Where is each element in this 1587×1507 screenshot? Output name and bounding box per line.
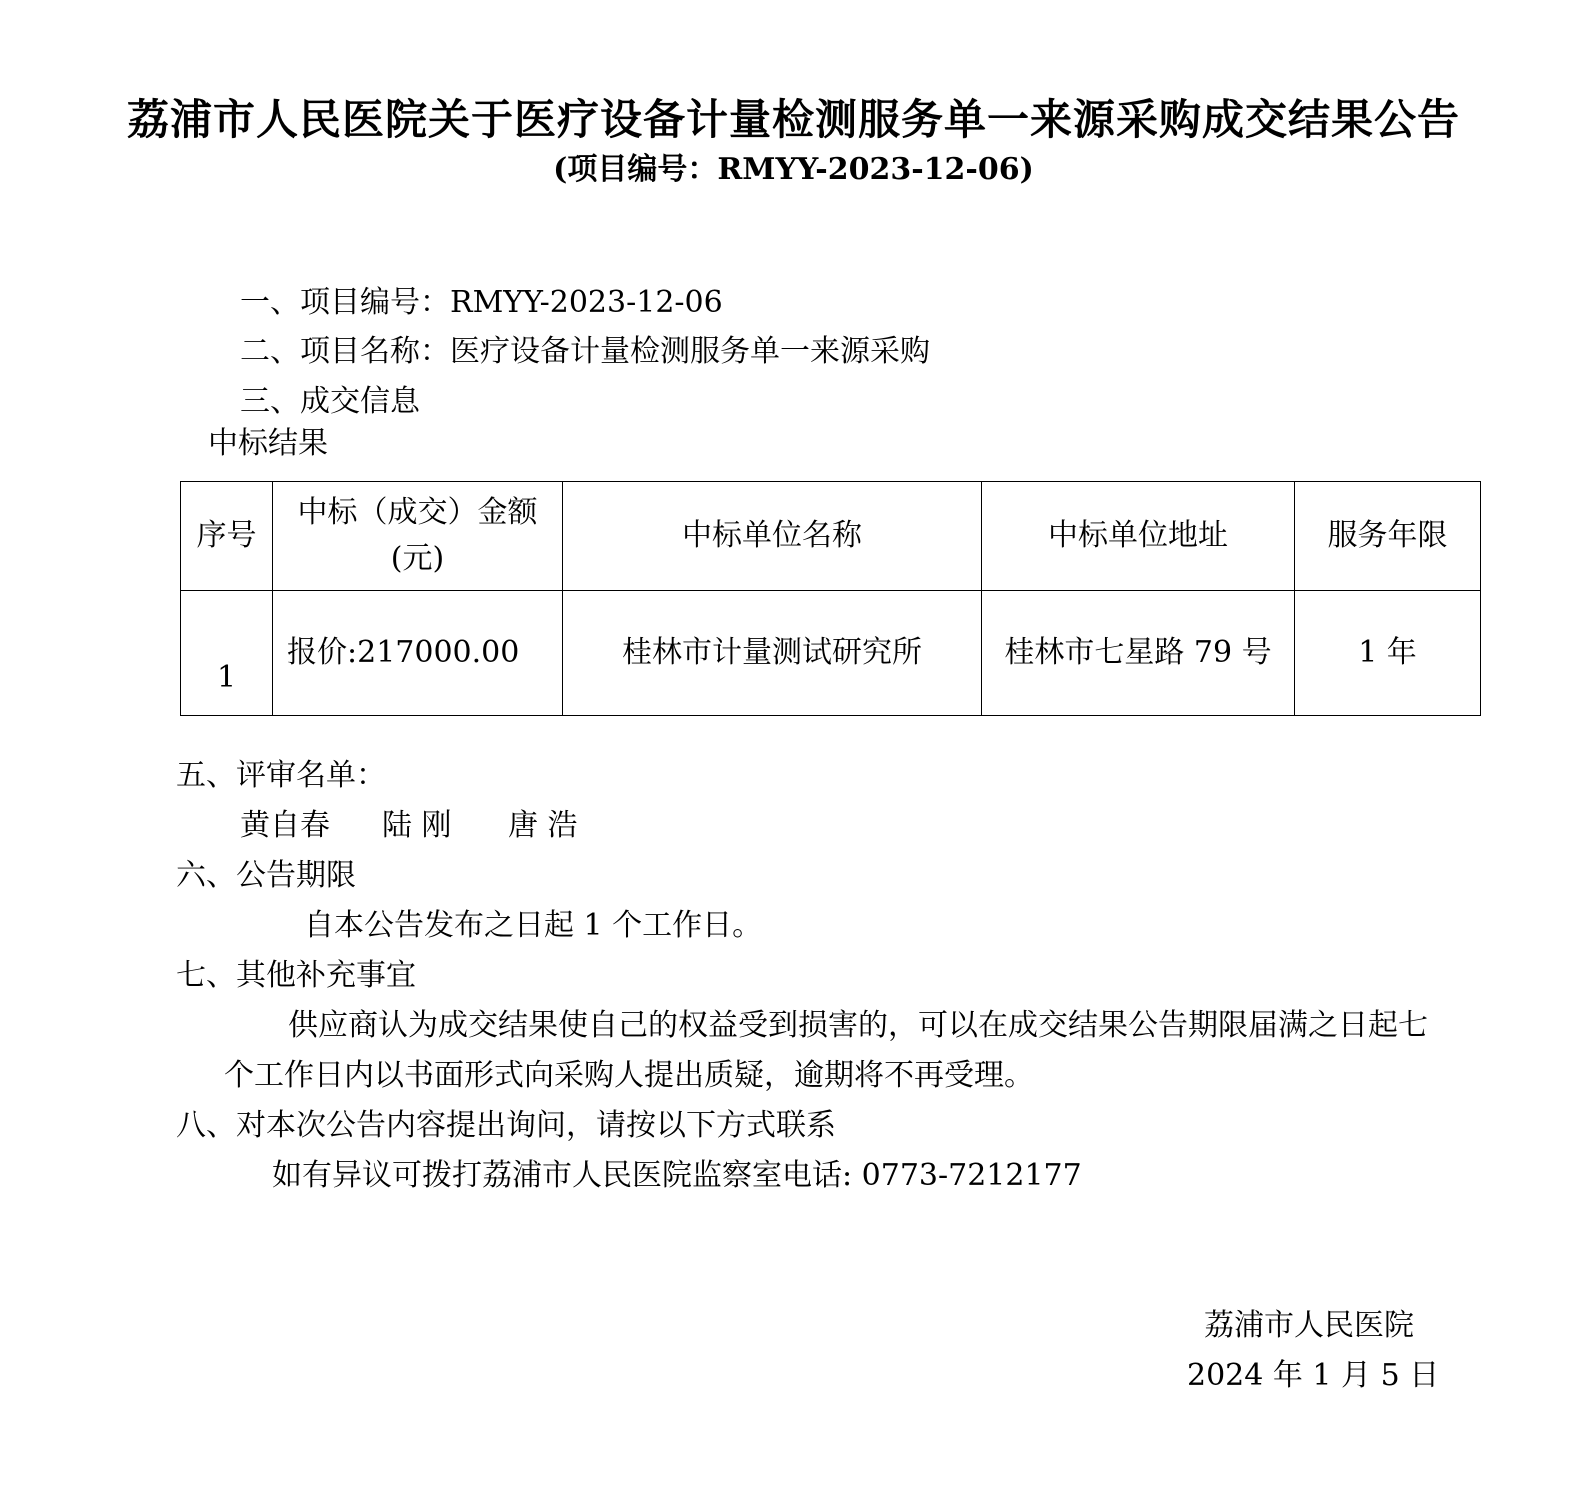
notice-period-text: 自本公告发布之日起 1 个工作日。: [304, 908, 763, 943]
contact-heading: 八、对本次公告内容提出询问，请按以下方式联系: [176, 1108, 836, 1143]
result-heading: 中标结果: [208, 426, 328, 461]
header-term: 服务年限: [1295, 482, 1481, 591]
header-amount: [273, 482, 563, 591]
review-member: 黄自春: [240, 808, 330, 843]
header-amount-line2: (元): [390, 541, 445, 576]
cell-term: 1 年: [1295, 591, 1481, 716]
result-table: [180, 481, 1481, 716]
contact-text: 如有异议可拨打荔浦市人民医院监察室电话: 0773-7212177: [272, 1158, 1082, 1193]
cell-amount: 报价:217000.00: [273, 591, 563, 716]
cell-seq: 1: [181, 591, 273, 716]
project-number-subtitle: (项目编号：RMYY-2023-12-06): [553, 152, 1034, 187]
table-header-row: [181, 482, 1481, 591]
other-heading: 七、其他补充事宜: [176, 958, 416, 993]
section-deal-info: 三、成交信息: [240, 384, 420, 419]
header-name: 中标单位名称: [563, 482, 982, 591]
notice-period-heading: 六、公告期限: [176, 858, 356, 893]
signature-date: 2024 年 1 月 5 日: [1187, 1358, 1440, 1393]
table-row: [181, 591, 1481, 716]
section-project-name: 二、项目名称：医疗设备计量检测服务单一来源采购: [240, 334, 930, 369]
header-address: 中标单位地址: [982, 482, 1295, 591]
review-member: 唐 浩: [508, 808, 578, 843]
signature-org: 荔浦市人民医院: [1204, 1308, 1414, 1343]
review-member: 陆 刚: [382, 808, 452, 843]
header-amount-line1: 中标（成交）金额: [297, 495, 538, 530]
header-seq: 序号: [181, 482, 273, 591]
cell-name: 桂林市计量测试研究所: [563, 591, 982, 716]
cell-address: 桂林市七星路 79 号: [982, 591, 1295, 716]
document-title: 荔浦市人民医院关于医疗设备计量检测服务单一来源采购成交结果公告: [126, 95, 1460, 144]
other-text-line1: 供应商认为成交结果使自己的权益受到损害的，可以在成交结果公告期限届满之日起七: [288, 1008, 1428, 1043]
section-project-number: 一、项目编号：RMYY-2023-12-06: [240, 285, 723, 320]
other-text-line2: 个工作日内以书面形式向采购人提出质疑，逾期将不再受理。: [224, 1058, 1034, 1093]
review-heading: 五、评审名单：: [176, 758, 386, 793]
review-members: [240, 806, 578, 846]
